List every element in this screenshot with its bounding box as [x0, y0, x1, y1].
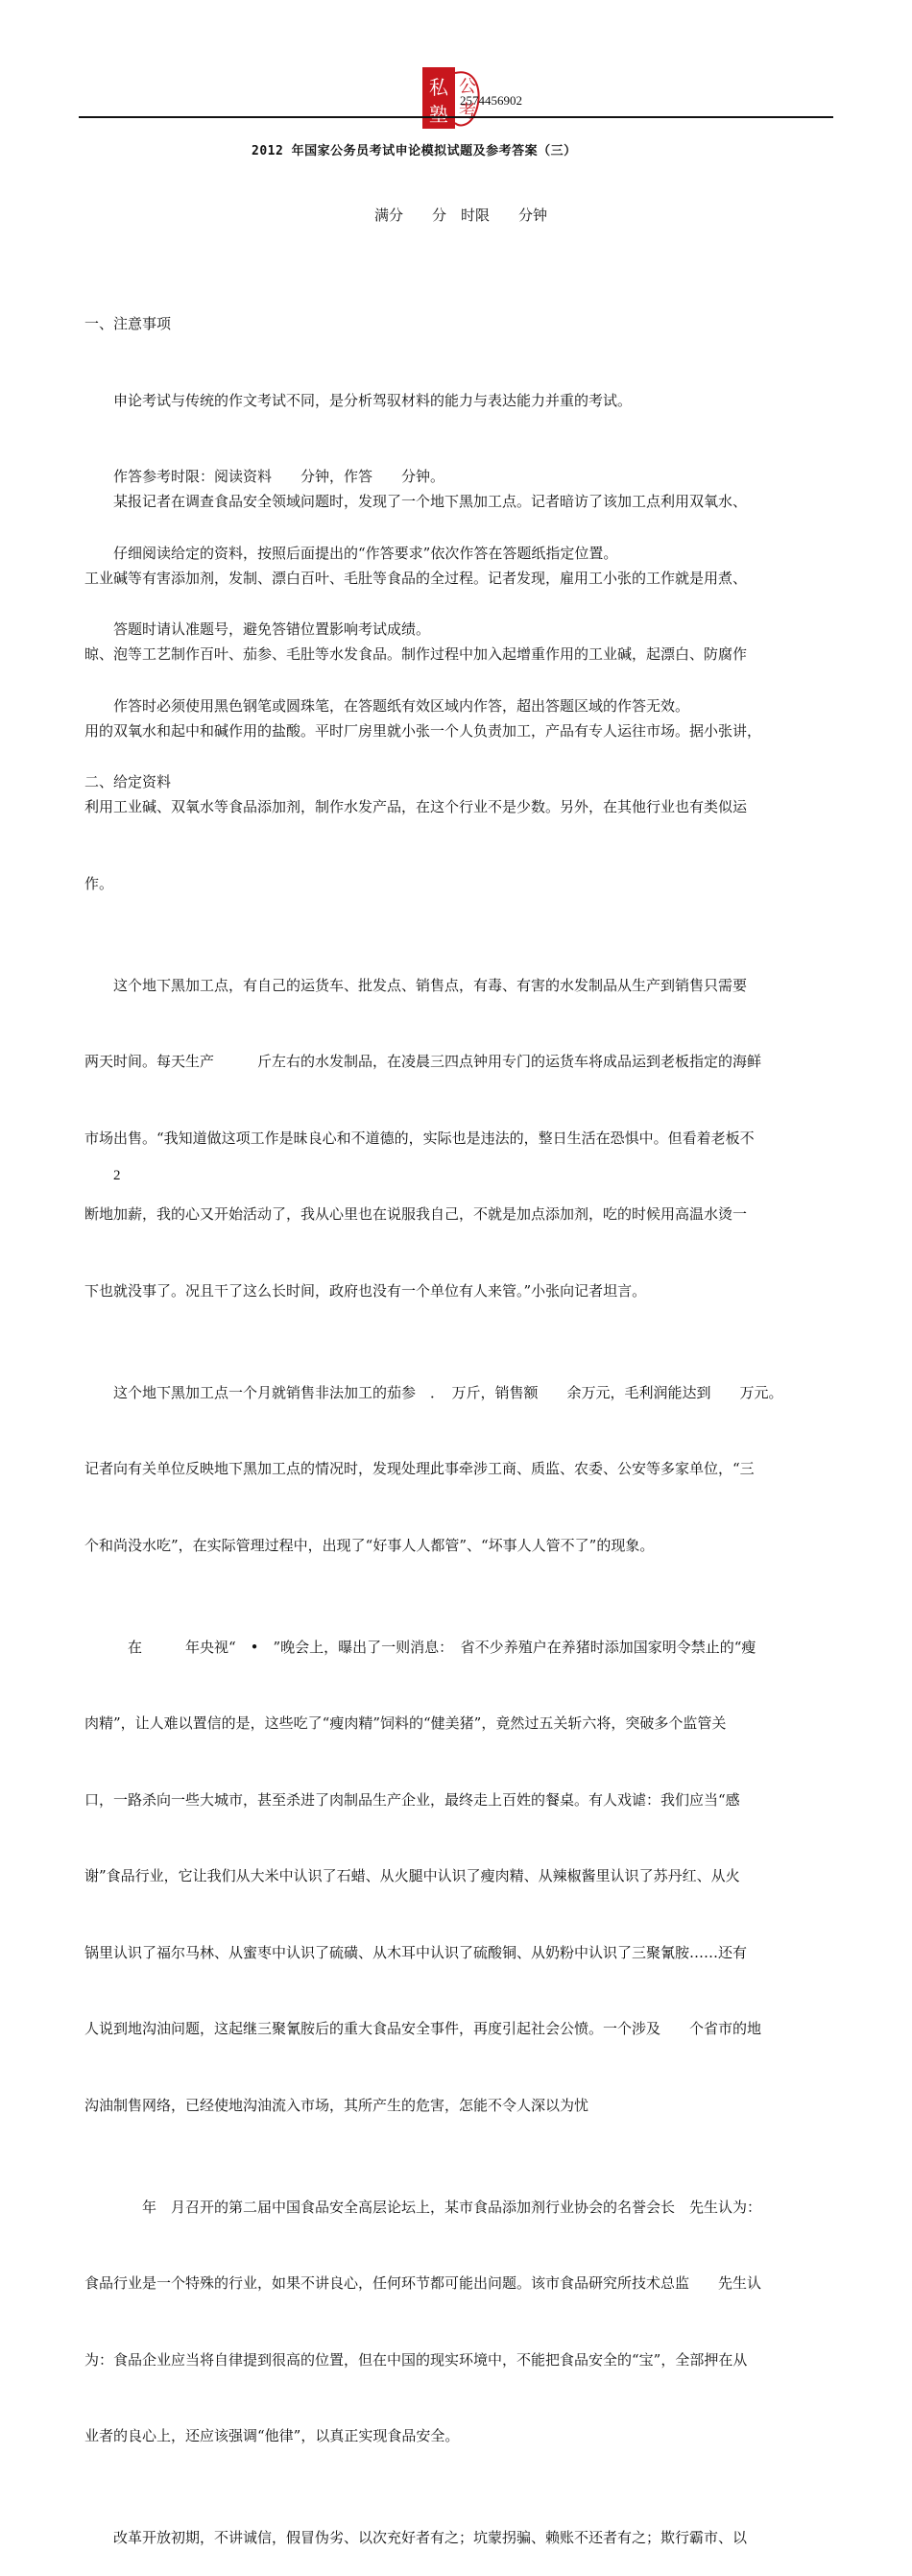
paragraph-line: 市场出售。“我知道做这项工作是昧良心和不道德的，实际也是违法的，整日生活在恐惧中。但看着老板不	[84, 1129, 755, 1147]
notice-item: 仔细阅读给定的资料，按照后面提出的“作答要求”依次作答在答题纸指定位置。	[84, 544, 618, 562]
paragraph-line: 锅里认识了福尔马林、从蜜枣中认识了硫磺、从木耳中认识了硫酸铜、从奶粉中认识了三聚氰胺……还有	[84, 1943, 748, 1961]
paragraph-line: 晾、泡等工艺制作百叶、茄参、毛肚等水发食品。制作过程中加入起增重作用的工业碱，起漂白、防腐作	[84, 645, 748, 663]
paragraph-line: 人说到地沟油问题，这起继三聚氰胺后的重大食品安全事件，再度引起社会公愤。一个涉及 个省市的地	[84, 2020, 762, 2037]
notice-item: 作答时必须使用黑色钢笔或圆珠笔，在答题纸有效区域内作答，超出答题区域的作答无效。	[84, 696, 690, 715]
paragraph-line: 谢”食品行业，它让我们从大米中认识了石蜡、从火腿中认识了瘦肉精、从辣椒酱里认识了苏丹红、从火	[84, 1867, 740, 1884]
svg-text:公: 公	[459, 77, 476, 97]
svg-text:私: 私	[429, 76, 448, 99]
score-line: 满分 分 时限 分钟	[374, 207, 548, 224]
paragraph-line: 工业碱等有害添加剂，发制、漂白百叶、毛肚等食品的全过程。记者发现，雇用工小张的工作就是用煮、	[84, 569, 748, 587]
header-phone: 2574456902	[460, 93, 522, 108]
paragraph-line: 这个地下黑加工点，有自己的运货车、批发点、销售点，有毒、有害的水发制品从生产到销售只需要	[84, 976, 748, 994]
materials-heading: 二、给定资料	[84, 773, 172, 790]
paragraph-line: 这个地下黑加工点一个月就销售非法加工的茄参 ． 万斤，销售额 余万元，毛利润能达到 万元。	[84, 1383, 783, 1401]
paragraph-line: 年 月召开的第二届中国食品安全高层论坛上，某市食品添加剂行业协会的名誉会长 先生认为：	[84, 2198, 762, 2216]
paragraph-line: 食品行业是一个特殊的行业，如果不讲良心，任何环节都可能出问题。该市食品研究所技术总监 先生认	[84, 2274, 762, 2292]
notice-heading: 一、注意事项	[84, 315, 172, 332]
svg-text:考: 考	[459, 102, 476, 122]
svg-text:塾: 塾	[429, 103, 448, 126]
paragraph-line: 记者向有关单位反映地下黑加工点的情况时，发现处理此事牵涉工商、质监、农委、公安等多家单位，“三	[84, 1460, 755, 1477]
paragraph-line: 某报记者在调查食品安全领域问题时，发现了一个地下黑加工点。记者暗访了该加工点利用双氧水、	[84, 493, 748, 510]
paragraph-line: 用的双氧水和起中和碱作用的盐酸。平时厂房里就小张一个人负责加工，产品有专人运往市场。据小张讲，	[84, 721, 762, 740]
paragraph-line: 利用工业碱、双氧水等食品添加剂，制作水发产品，在这个行业不是少数。另外，在其他行业也有类似运	[84, 798, 748, 815]
document-title: 2012 年国家公务员考试申论模拟试题及参考答案（三）	[252, 144, 577, 158]
paragraph-line: 在 年央视“ • ”晚会上，曝出了一则消息： 省不少养殖户在养猪时添加国家明令禁止的“瘦	[84, 1638, 756, 1656]
page-number: 2	[113, 1168, 121, 1183]
header-rule	[79, 116, 833, 118]
notice-item: 作答参考时限：阅读资料 分钟，作答 分钟。	[84, 468, 445, 485]
paragraph-line: 肉精”，让人难以置信的是，这些吃了“瘦肉精”饲料的“健美猪”，竟然过五关斩六将，突破多个监管关	[84, 1714, 727, 1732]
notice-item: 申论考试与传统的作文考试不同，是分析驾驭材料的能力与表达能力并重的考试。	[84, 391, 633, 409]
paragraph-line: 口，一路杀向一些大城市，甚至杀进了肉制品生产企业，最终走上百姓的餐桌。有人戏谑：我们应当“感	[84, 1790, 740, 1809]
paragraph-line: 下也就没事了。况且干了这么长时间，政府也没有一个单位有人来管。”小张向记者坦言。	[84, 1281, 647, 1300]
paragraph-line: 作。	[84, 874, 114, 892]
paragraph-line: 断地加薪，我的心又开始活动了，我从心里也在说服我自己，不就是加点添加剂，吃的时候用高温水烫一	[84, 1205, 748, 1223]
paragraph-line: 业者的良心上，还应该强调“他律”，以真正实现食品安全。	[84, 2427, 460, 2444]
notice-item: 答题时请认准题号，避免答错位置影响考试成绩。	[84, 620, 431, 638]
paragraph-line: 为：食品企业应当将自律提到很高的位置，但在中国的现实环境中，不能把食品安全的“宝”，全部押在从	[84, 2350, 748, 2369]
paragraph-line: 个和尚没水吃”，在实际管理过程中，出现了“好事人人都管”、“坏事人人管不了”的现象。	[84, 1536, 655, 1554]
materials-body	[84, 438, 831, 2576]
paragraph-line: 沟油制售网络，已经使地沟油流入市场，其所产生的危害，怎能不令人深以为忧	[84, 2096, 589, 2114]
paragraph-line: 改革开放初期，不讲诚信，假冒伪劣、以次充好者有之；坑蒙拐骗、赖账不还者有之；欺行霸市、以	[84, 2529, 748, 2546]
paragraph-line: 两天时间。每天生产 斤左右的水发制品，在凌晨三四点钟用专门的运货车将成品运到老板指定的海鲜	[84, 1053, 762, 1070]
